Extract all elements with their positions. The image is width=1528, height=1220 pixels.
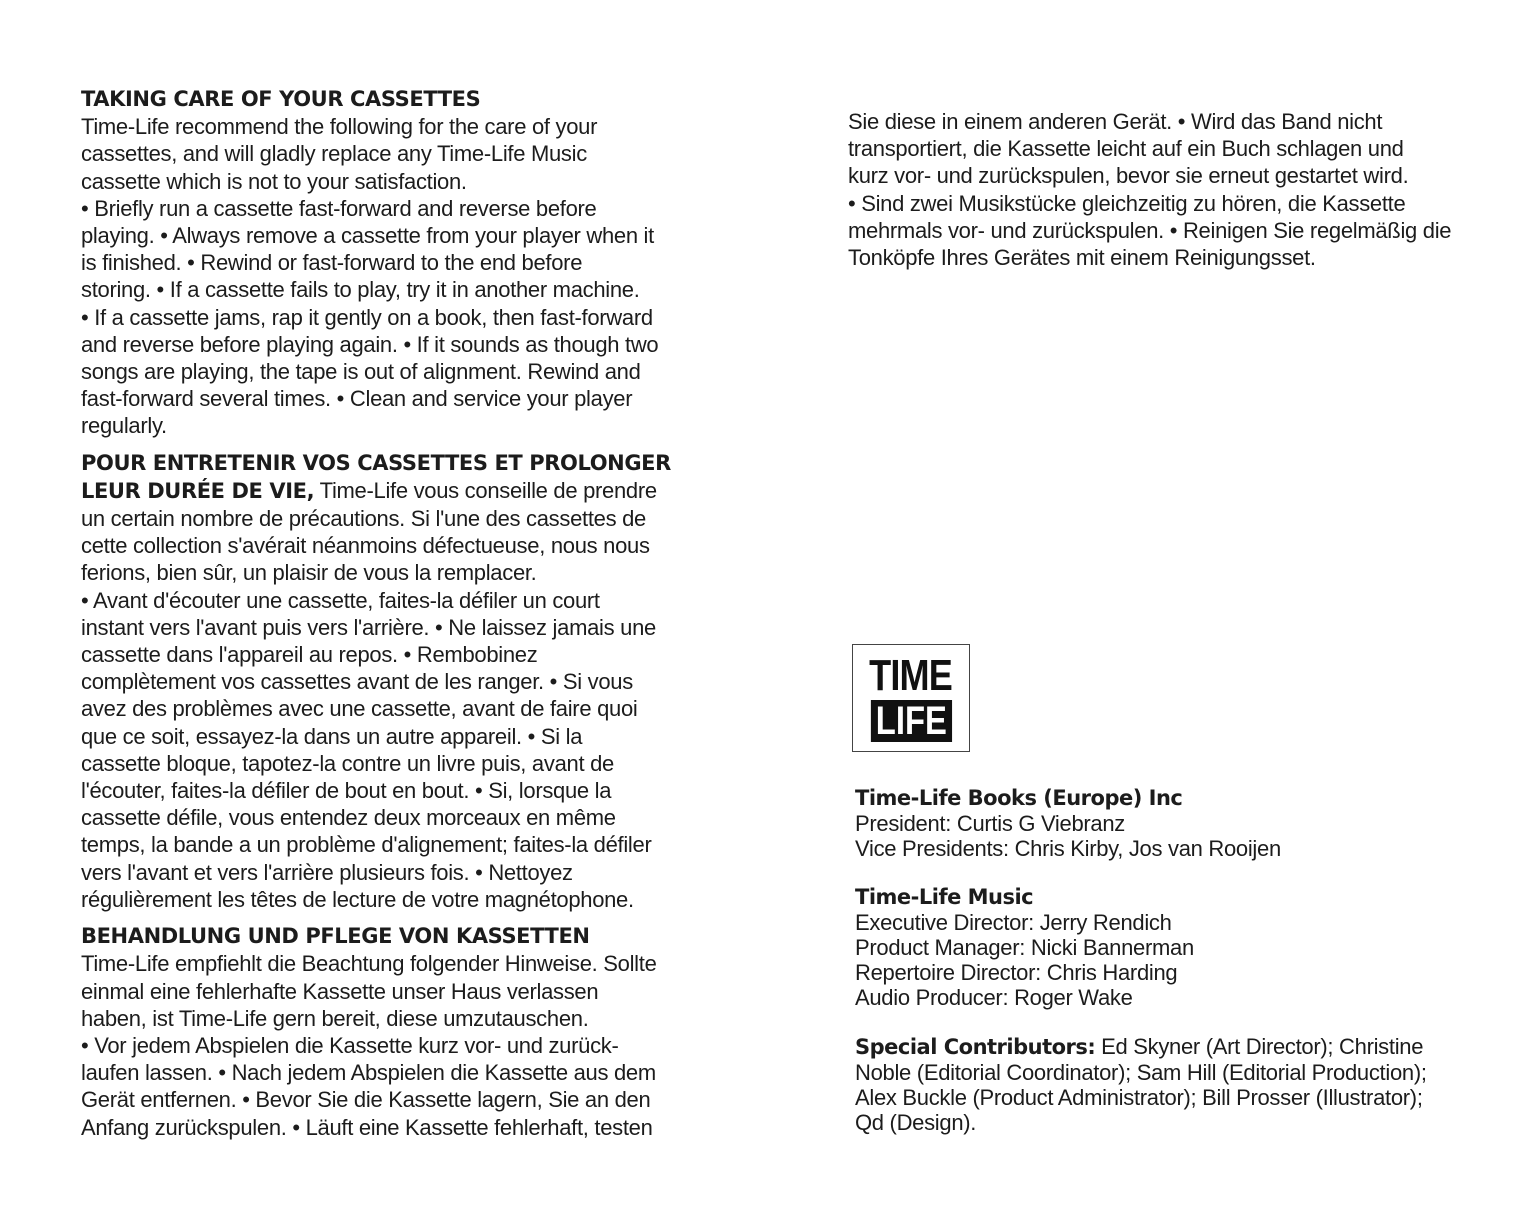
french-line: Time-Life vous conseille de prendre xyxy=(314,477,657,503)
credit-line: Alex Buckle (Product Administrator); Bill Prosser (Illustrator); xyxy=(855,1085,1423,1110)
credit-line: Executive Director: Jerry Rendich xyxy=(855,910,1172,935)
credits-books-title: Time-Life Books (Europe) Inc xyxy=(855,786,1183,810)
credit-line: Noble (Editorial Coordinator); Sam Hill (Editorial Production); xyxy=(855,1060,1427,1085)
french-line: cassette dans l'appareil au repos. • Rembobinez xyxy=(81,642,538,668)
credit-line: Audio Producer: Roger Wake xyxy=(855,985,1133,1010)
credit-line: Repertoire Director: Chris Harding xyxy=(855,960,1178,985)
english-line: cassettes, and will gladly replace any Time-Life Music xyxy=(81,141,587,167)
english-line: regularly. xyxy=(81,413,167,439)
french-line: ferions, bien sûr, un plaisir de vous la remplacer. xyxy=(81,560,537,586)
credit-line: Qd (Design). xyxy=(855,1110,977,1135)
french-heading: POUR ENTRETENIR VOS CASSETTES ET PROLONGER xyxy=(81,450,671,475)
english-line: is finished. • Rewind or fast-forward to the end before xyxy=(81,250,583,276)
german-line: Gerät entfernen. • Bevor Sie die Kassette lagern, Sie an den xyxy=(81,1087,651,1113)
logo-life-text: LIFE xyxy=(871,700,952,742)
credits-special xyxy=(855,1034,1505,1135)
german-line: mehrmals vor- und zurückspulen. • Reinigen Sie regelmäßig die xyxy=(848,217,1452,243)
french-line: vers l'avant et vers l'arrière plusieurs fois. • Nettoyez xyxy=(81,859,573,885)
credits-music xyxy=(855,885,1505,1010)
english-line: • If a cassette jams, rap it gently on a book, then fast-forward xyxy=(81,304,653,330)
credit-line: Vice Presidents: Chris Kirby, Jos van Rooijen xyxy=(855,836,1281,861)
french-line: instant vers l'avant puis vers l'arrière. • Ne laissez jamais une xyxy=(81,614,656,640)
english-line: storing. • If a cassette fails to play, try it in another machine. xyxy=(81,277,640,303)
credits xyxy=(855,786,1505,1159)
german-line: haben, ist Time-Life gern bereit, diese umzutauschen. xyxy=(81,1005,589,1031)
english-line: songs are playing, the tape is out of alignment. Rewind and xyxy=(81,359,641,385)
credits-music-title: Time-Life Music xyxy=(855,885,1034,909)
credit-text: Ed Skyner (Art Director); Christine xyxy=(1095,1034,1424,1059)
french-line: • Avant d'écouter une cassette, faites-la défiler un court xyxy=(81,587,600,613)
french-line: l'écouter, faites-la défiler de bout en bout. • Si, lorsque la xyxy=(81,778,612,804)
credit-line: Product Manager: Nicki Bannerman xyxy=(855,935,1194,960)
german-heading: BEHANDLUNG UND PFLEGE VON KASSETTEN xyxy=(81,924,590,949)
credits-special-title: Special Contributors: xyxy=(855,1035,1096,1059)
french-heading-end: LEUR DURÉE DE VIE, xyxy=(81,478,315,503)
french-line: un certain nombre de précautions. Si l'une des cassettes de xyxy=(81,506,646,532)
french-heading-line2 xyxy=(81,477,721,505)
german-line: einmal eine fehlerhafte Kassette unser Haus verlassen xyxy=(81,978,599,1004)
german-line: Time-Life empfiehlt die Beachtung folgender Hinweise. Sollte xyxy=(81,951,657,977)
logo-time-text: TIME xyxy=(869,651,953,700)
english-line: playing. • Always remove a cassette from your player when it xyxy=(81,223,654,249)
french-line: complètement vos cassettes avant de les ranger. • Si vous xyxy=(81,669,633,695)
german-line: transportiert, die Kassette leicht auf ein Buch schlagen und xyxy=(848,136,1404,162)
french-line: cassette défile, vous entendez deux morceaux en même xyxy=(81,805,616,831)
credits-books xyxy=(855,786,1505,861)
german-line: Sie diese in einem anderen Gerät. • Wird das Band nicht xyxy=(848,109,1383,134)
german-line: Tonköpfe Ihres Gerätes mit einem Reinigungsset. xyxy=(848,245,1316,271)
time-life-logo xyxy=(852,644,970,752)
french-line: temps, la bande a un problème d'alignement; faites-la défiler xyxy=(81,832,652,858)
german-line: • Sind zwei Musikstücke gleichzeitig zu hören, die Kassette xyxy=(848,190,1406,216)
english-heading: TAKING CARE OF YOUR CASSETTES xyxy=(81,87,481,111)
english-line: cassette which is not to your satisfaction. xyxy=(81,168,467,194)
german-line: Anfang zurückspulen. • Läuft eine Kassette fehlerhaft, testen xyxy=(81,1114,653,1140)
english-line: and reverse before playing again. • If it sounds as though two xyxy=(81,331,659,357)
french-line: cette collection s'avérait néanmoins défectueuse, nous nous xyxy=(81,533,650,559)
german-line: kurz vor- und zurückspulen, bevor sie erneut gestartet wird. xyxy=(848,163,1409,189)
english-line: fast-forward several times. • Clean and service your player xyxy=(81,386,633,412)
credit-line: President: Curtis G Viebranz xyxy=(855,811,1125,836)
german-continuation xyxy=(848,108,1508,271)
german-line: laufen lassen. • Nach jedem Abspielen die Kassette aus dem xyxy=(81,1060,656,1086)
french-line: cassette bloque, tapotez-la contre un livre puis, avant de xyxy=(81,750,614,776)
german-line: • Vor jedem Abspielen die Kassette kurz vor- und zurück- xyxy=(81,1032,619,1058)
left-column xyxy=(81,86,721,1141)
french-line: avez des problèmes avec une cassette, avant de faire quoi xyxy=(81,696,638,722)
credit-line xyxy=(855,1034,1505,1060)
french-line: que ce soit, essayez-la dans un autre appareil. • Si la xyxy=(81,723,583,749)
english-line: • Briefly run a cassette fast-forward and reverse before xyxy=(81,195,597,221)
french-line: régulièrement les têtes de lecture de votre magnétophone. xyxy=(81,886,634,912)
english-line: Time-Life recommend the following for the care of your xyxy=(81,114,598,140)
